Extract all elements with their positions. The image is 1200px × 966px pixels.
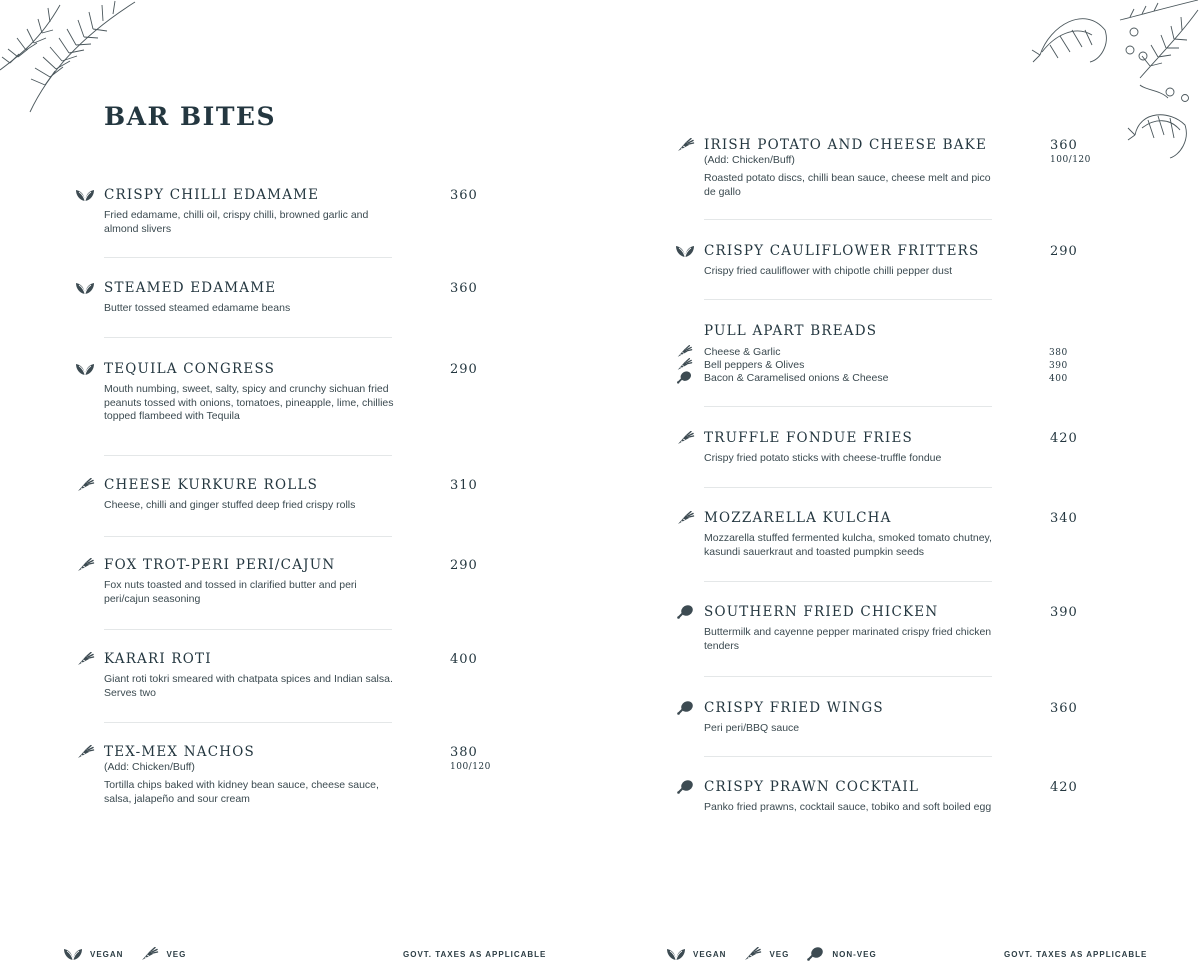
item-description: Mouth numbing, sweet, salty, spicy and crunchy sichuan fried peanuts tossed with onions, tomatoes, pineapple, lime, chillies topped flambeed with Tequila [104, 383, 394, 422]
item-separator [104, 722, 392, 723]
item-name: FOX TROT-PERI PERI/CAJUN [104, 557, 336, 573]
sub-item-label: Cheese & Garlic [704, 346, 781, 358]
menu-item [104, 280, 524, 316]
menu-item [104, 557, 524, 606]
item-price: 290 [450, 558, 478, 573]
menu-page-left [0, 0, 600, 962]
item-name: TEQUILA CONGRESS [104, 361, 276, 377]
menu-item [704, 430, 1124, 466]
item-price: 420 [1050, 780, 1078, 795]
item-name: PULL APART BREADS [704, 323, 878, 339]
veg-carrot-icon [675, 138, 695, 152]
item-description: Fried edamame, chilli oil, crispy chilli, browned garlic and almond slivers [104, 209, 369, 235]
item-name: KARARI ROTI [104, 651, 212, 667]
item-separator [104, 337, 392, 338]
item-description: Crispy fried cauliflower with chipotle chilli pepper dust [704, 265, 953, 277]
menu-item [704, 137, 1124, 199]
item-separator [704, 219, 992, 220]
legend-non-veg: NON-VEG [805, 947, 876, 961]
vegan-leaf-icon [666, 947, 686, 961]
item-name: TRUFFLE FONDUE FRIES [704, 430, 913, 446]
rosemary-illustration [0, 0, 150, 115]
vegan-leaf-icon [75, 362, 95, 376]
legend-left [63, 946, 202, 962]
item-price: 360 [1050, 138, 1078, 153]
legend-veg: VEG [742, 947, 789, 961]
item-name: IRISH POTATO AND CHEESE BAKE [704, 137, 988, 153]
item-name: TEX-MEX NACHOS [104, 744, 255, 760]
veg-carrot-icon [139, 947, 159, 961]
item-price: 290 [450, 362, 478, 377]
menu-item [104, 187, 524, 236]
sub-item-label: Bell peppers & Olives [704, 359, 805, 371]
vegan-leaf-icon [675, 244, 695, 258]
item-price: 290 [1050, 244, 1078, 259]
legend-vegan: VEGAN [666, 947, 726, 961]
item-addon: (Add: Chicken/Buff) [104, 761, 195, 773]
tax-note-right: GOVT. TAXES AS APPLICABLE [1004, 950, 1148, 959]
menu-item [704, 243, 1124, 279]
item-name: CRISPY FRIED WINGS [704, 700, 884, 716]
menu-item [704, 323, 1124, 385]
tax-note-left: GOVT. TAXES AS APPLICABLE [403, 950, 547, 959]
non-veg-drumstick-icon [675, 701, 695, 715]
sub-item-list [704, 346, 1124, 385]
menu-item [104, 744, 524, 806]
sub-item-price: 380 [1049, 348, 1068, 358]
vegan-leaf-icon [63, 947, 83, 961]
item-name: MOZZARELLA KULCHA [704, 510, 892, 526]
veg-carrot-icon [742, 947, 762, 961]
item-addon: (Add: Chicken/Buff) [704, 154, 795, 166]
sub-item [704, 359, 1124, 372]
item-price: 340 [1050, 511, 1078, 526]
item-separator [104, 455, 392, 456]
non-veg-drumstick-icon [675, 605, 695, 619]
item-separator [104, 257, 392, 258]
item-name: SOUTHERN FRIED CHICKEN [704, 604, 939, 620]
item-description: Mozzarella stuffed fermented kulcha, smoked tomato chutney, kasundi sauerkraut and toasted pumpkin seeds [704, 532, 992, 558]
item-price: 380 [450, 745, 478, 760]
item-description: Crispy fried potato sticks with cheese-truffle fondue [704, 452, 942, 464]
item-description: Panko fried prawns, cocktail sauce, tobiko and soft boiled egg [704, 801, 992, 813]
legend-veg: VEG [139, 947, 186, 961]
menu-item [104, 477, 524, 513]
item-name: CHEESE KURKURE ROLLS [104, 477, 319, 493]
item-price: 360 [450, 281, 478, 296]
item-price: 310 [450, 478, 478, 493]
veg-carrot-icon [675, 358, 693, 371]
non-veg-drumstick-icon [805, 947, 825, 961]
menu-item [704, 604, 1124, 653]
veg-carrot-icon [75, 745, 95, 759]
menu-item [704, 510, 1124, 559]
item-separator [704, 299, 992, 300]
sub-item-price: 390 [1049, 361, 1068, 371]
veg-carrot-icon [675, 511, 695, 525]
item-description: Peri peri/BBQ sauce [704, 722, 800, 734]
item-description: Tortilla chips baked with kidney bean sauce, cheese sauce, salsa, jalapeño and sour cream [104, 779, 379, 805]
veg-carrot-icon [75, 652, 95, 666]
item-description: Butter tossed steamed edamame beans [104, 302, 291, 314]
menu-item [704, 779, 1124, 815]
item-description: Roasted potato discs, chilli bean sauce, cheese melt and pico de gallo [704, 172, 991, 198]
sub-item [704, 372, 1124, 385]
sub-item-label: Bacon & Caramelised onions & Cheese [704, 372, 889, 384]
item-separator [104, 536, 392, 537]
item-name: CRISPY CHILLI EDAMAME [104, 187, 320, 203]
item-price: 420 [1050, 431, 1078, 446]
item-separator [704, 756, 992, 757]
vegan-leaf-icon [75, 281, 95, 295]
menu-item [104, 361, 524, 424]
item-description: Giant roti tokri smeared with chatpata spices and Indian salsa. Serves two [104, 673, 393, 699]
item-separator [704, 676, 992, 677]
veg-carrot-icon [675, 345, 693, 358]
item-name: STEAMED EDAMAME [104, 280, 277, 296]
sub-item-price: 400 [1049, 374, 1068, 384]
non-veg-drumstick-icon [675, 371, 693, 384]
menu-item [704, 700, 1124, 736]
item-separator [704, 406, 992, 407]
item-price: 400 [450, 652, 478, 667]
sub-item [704, 346, 1124, 359]
legend-vegan: VEGAN [63, 947, 123, 961]
legend-right [666, 946, 893, 962]
item-addon-price: 100/120 [1050, 155, 1091, 165]
veg-carrot-icon [675, 431, 695, 445]
item-name: CRISPY CAULIFLOWER FRITTERS [704, 243, 980, 259]
item-price: 390 [1050, 605, 1078, 620]
vegan-leaf-icon [75, 188, 95, 202]
menu-page-right [600, 0, 1200, 962]
item-name: CRISPY PRAWN COCKTAIL [704, 779, 920, 795]
item-addon-price: 100/120 [450, 762, 491, 772]
veg-carrot-icon [75, 558, 95, 572]
item-description: Cheese, chilli and ginger stuffed deep fried crispy rolls [104, 499, 356, 511]
item-description: Fox nuts toasted and tossed in clarified butter and peri peri/cajun seasoning [104, 579, 357, 605]
item-separator [704, 581, 992, 582]
item-separator [104, 629, 392, 630]
item-price: 360 [1050, 701, 1078, 716]
menu-item [104, 651, 524, 700]
veg-carrot-icon [75, 478, 95, 492]
item-separator [704, 487, 992, 488]
menu-title: BAR BITES [104, 102, 277, 131]
item-description: Buttermilk and cayenne pepper marinated crispy fried chicken tenders [704, 626, 992, 652]
non-veg-drumstick-icon [675, 780, 695, 794]
item-price: 360 [450, 188, 478, 203]
